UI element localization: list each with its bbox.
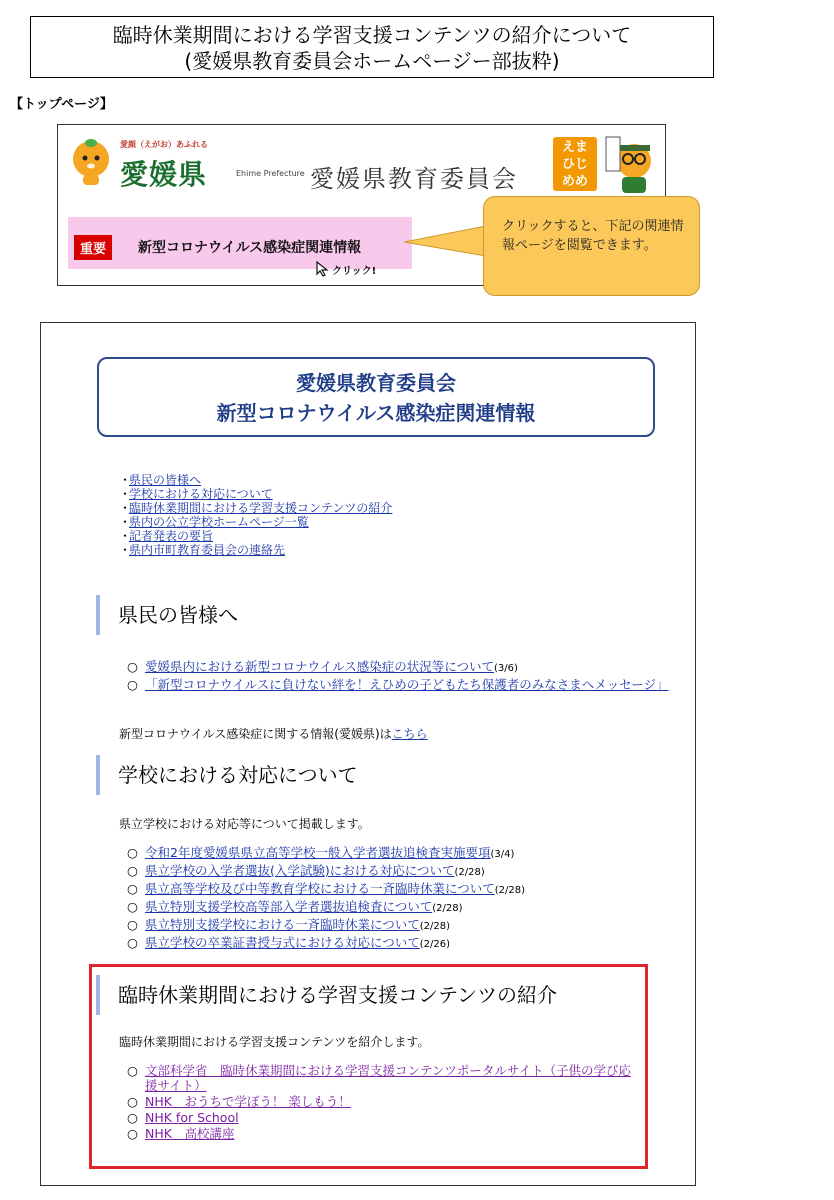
toc-item[interactable]: ・県民の皆様へ <box>119 473 202 487</box>
mikyan-mascot-icon <box>68 137 114 187</box>
toc-item[interactable]: ・県内の公立学校ホームページ一覧 <box>119 515 309 529</box>
list-item: ○ 県立学校の卒業証書授与式における対応について(2/26) <box>127 935 451 950</box>
section-heading-learning-support: 臨時休業期間における学習支援コンテンツの紹介 <box>96 975 557 1015</box>
list-item: ○ 「新型コロナウイルスに負けない絆を！えひめの子どもたち保護者のみなさまへメッセージ」 <box>127 677 669 692</box>
click-label: クリック! <box>332 266 377 277</box>
list-item: ○ 県立特別支援学校における一斉臨時休業について(2/28) <box>127 917 451 932</box>
page-header-box <box>97 357 655 437</box>
toc-link[interactable]: 県民の皆様へ <box>129 473 202 487</box>
list-item: ○ 県立高等学校及び中等教育学校における一斉臨時休業について(2/28) <box>127 881 526 896</box>
section-intro: 県立学校における対応等について掲載します。 <box>119 817 370 831</box>
list-item: ○ NHK おうちで学ぼう！ 楽しもう！ <box>127 1094 351 1109</box>
page-header-line1: 愛媛県教育委員会 <box>296 371 456 395</box>
top-page-label: 【トップページ】 <box>10 97 113 112</box>
list-item: ○ 県立学校の入学者選抜(入学試験)における対応について(2/28) <box>127 863 485 878</box>
emahime-badge: えま ひじ めめ <box>553 137 597 191</box>
corona-info-link[interactable]: 新型コロナウイルス感染症関連情報 <box>138 240 362 256</box>
toc-item[interactable]: ・学校における対応について <box>119 487 273 501</box>
learning-links-list <box>127 1063 637 1142</box>
callout-bubble: クリックすると、下記の関連情報ページを閲覧できます。 <box>483 196 700 296</box>
banner-slogan: 愛顔（えがお）あふれる <box>120 140 208 149</box>
prefecture-english: Ehime Prefecture <box>236 169 305 178</box>
document-title <box>30 16 714 78</box>
section-heading-residents: 県民の皆様へ <box>96 595 238 635</box>
list-item: ○ NHK 高校講座 <box>127 1126 235 1141</box>
page-header-line2: 新型コロナウイルス感染症関連情報 <box>216 401 536 425</box>
toc-link[interactable]: 記者発表の要旨 <box>129 529 214 543</box>
toc-item[interactable]: ・県内市町教育委員会の連絡先 <box>119 543 286 557</box>
prefecture-logo-text: 愛媛県 <box>120 158 208 191</box>
section-intro: 臨時休業期間における学習支援コンテンツを紹介します。 <box>119 1035 430 1049</box>
important-badge: 重要 <box>74 235 112 260</box>
document-title-line1: 臨時休業期間における学習支援コンテンツの紹介について <box>112 23 632 47</box>
list-item: ○ 愛媛県内における新型コロナウイルス感染症の状況等について(3/6) <box>127 659 518 674</box>
toc-item[interactable]: ・臨時休業期間における学習支援コンテンツの紹介 <box>119 501 393 515</box>
list-item: ○ 県立特別支援学校高等部入学者選抜追検査について(2/28) <box>127 899 463 914</box>
toc-item[interactable]: ・記者発表の要旨 <box>119 529 214 543</box>
section-heading-schools: 学校における対応について <box>96 755 358 795</box>
list-item: ○ 文部科学省 臨時休業期間における学習支援コンテンツポータルサイト（子供の学び応援サイト） <box>127 1063 632 1093</box>
pointer-cursor-icon <box>316 261 330 277</box>
table-of-contents <box>119 473 392 557</box>
board-of-education-name: 愛媛県教育委員会 <box>310 165 518 193</box>
callout-pointer <box>404 222 494 262</box>
toc-link[interactable]: 県内市町教育委員会の連絡先 <box>129 543 286 557</box>
prefecture-info-note: 新型コロナウイルス感染症に関する情報(愛媛県)はこちら <box>119 727 428 741</box>
list-item: ○ 令和2年度愛媛県県立高等学校一般入学者選抜追検査実施要項(3/4) <box>127 845 515 860</box>
school-links-list <box>127 845 667 953</box>
toc-link[interactable]: 県内の公立学校ホームページ一覧 <box>129 515 309 529</box>
here-link[interactable]: こちら <box>391 727 428 741</box>
document-title-line2: (愛媛県教育委員会ホームページー部抜粋) <box>184 49 560 73</box>
list-item: ○ NHK for School <box>127 1110 239 1125</box>
toc-link[interactable]: 臨時休業期間における学習支援コンテンツの紹介 <box>129 501 393 515</box>
character-mascot-icon <box>604 135 658 195</box>
info-page-screenshot <box>40 322 696 1186</box>
toc-link[interactable]: 学校における対応について <box>129 487 273 501</box>
